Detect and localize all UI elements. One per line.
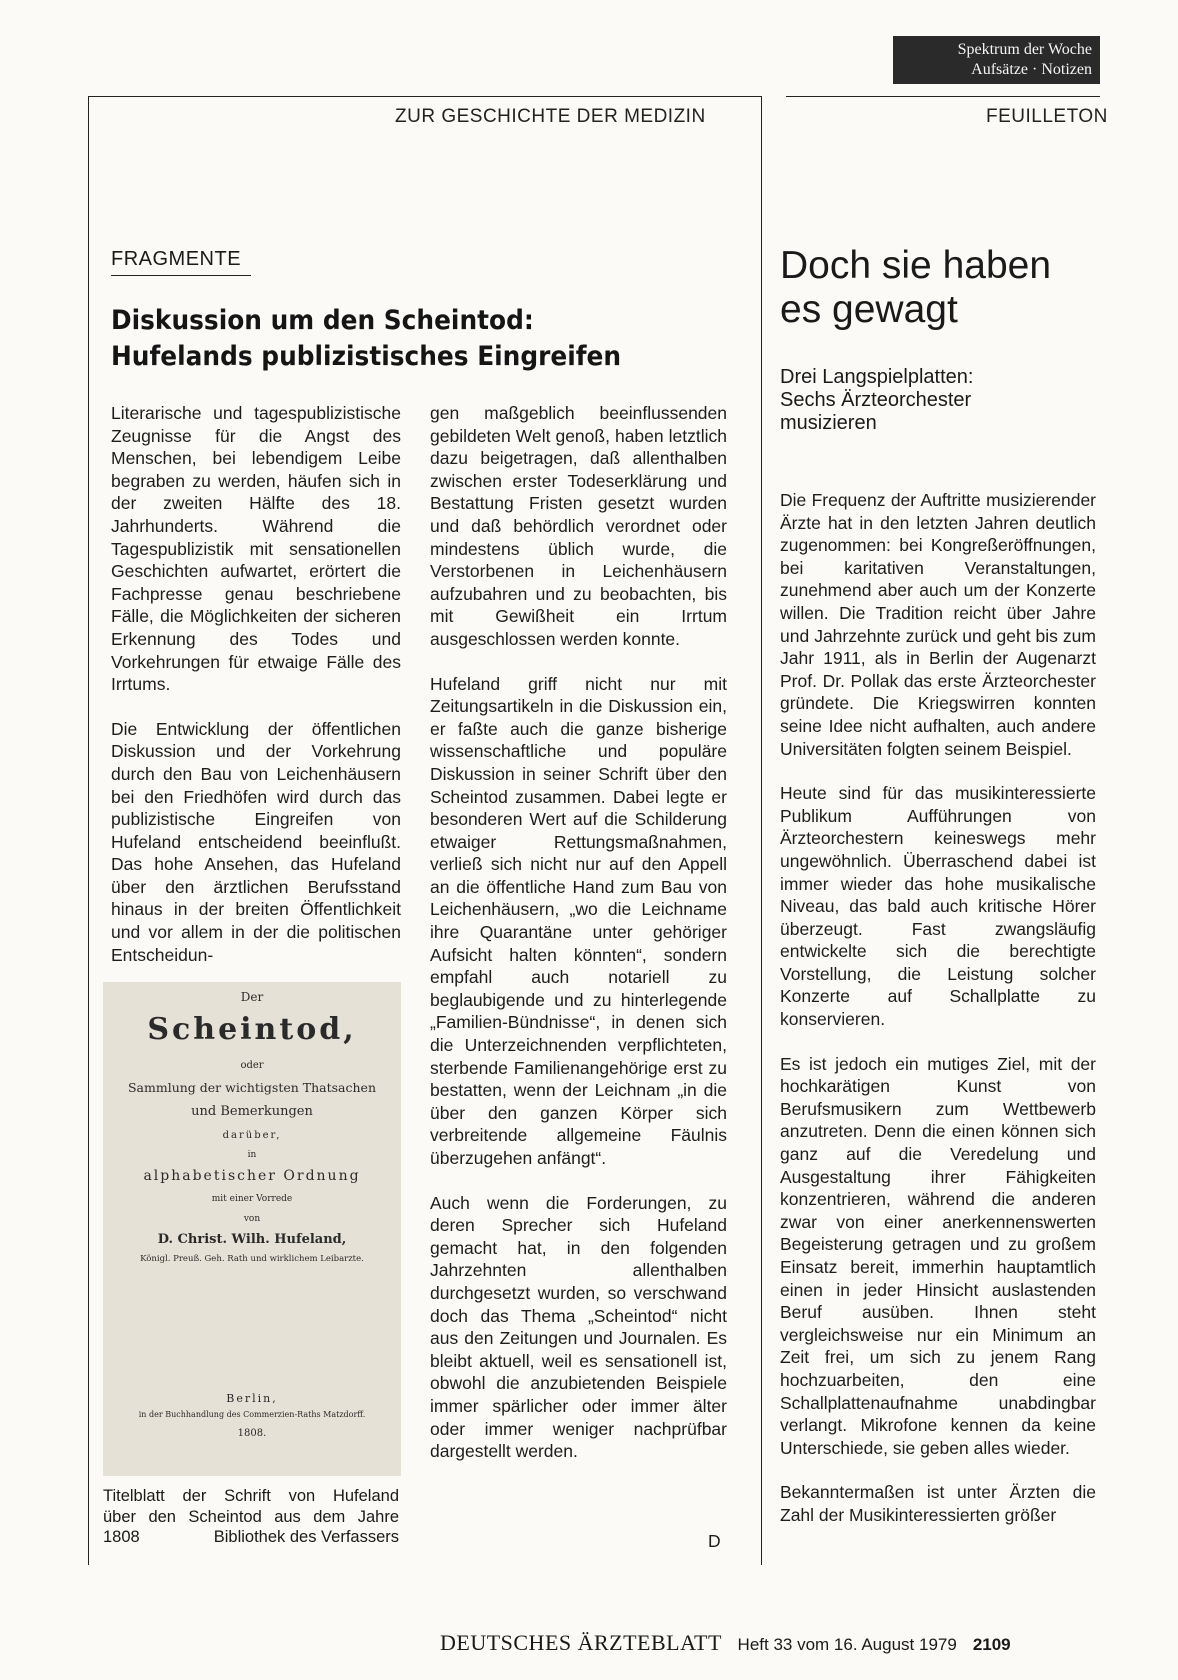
feature-paragraph: Heute sind für das musikinteressierte Publikum Aufführungen von Ärzteorchestern keineswegs mehr ungewöhnlich. Überraschend dabei ist immer wieder das hohe musikalische Niveau, das bald auch kritische Hörer überzeugt. Fast zwangsläufig entwickelte sich die berechtigte Vorstellung, die Leistung solcher Konzerte auf Schallplatte zu konservieren.: [780, 783, 1096, 1030]
article-kicker: FRAGMENTE: [111, 248, 251, 276]
col1-paragraph: Literarische und tagespublizistische Zeugnisse für die Angst des Menschen, bei lebendigem Leibe begraben zu werden, häufen sich in der zweiten Hälfte des 18. Jahrhunderts. Während die Tagespublizistik mit sensationellen Geschichten aufwartet, erörtert die Fachpresse genau beschriebene Fälle, die Möglichkeiten der sicheren Erkennung des Todes und Vorkehrungen für etwaige Fälle des Irrtums.: [111, 403, 401, 695]
feature-top-rule: [786, 96, 1100, 97]
col1-paragraph: Die Entwicklung der öffentlichen Diskussion und der Vorkehrung durch den Bau von Leichenhäusern bei den Friedhöfen wird durch das publizistische Eingreifen von Hufeland entscheidend beeinflußt. Das hohe Ansehen, das Hufeland über den ärztlichen Berufsstand hinaus in der breiten Öffentlichkeit und vor allem in der die politischen Entscheidun-: [111, 718, 401, 965]
col2-paragraph: Hufeland griff nicht nur mit Zeitungsartikeln in die Diskussion ein, er faßte auch die ganze bisherige wissenschaftliche und populäre Diskussion in seiner Schrift über den Scheintod zusammen. Dabei legte er besonderen Wert auf die Schilderung etwaiger Rettungsmaßnahmen, verließ sich nicht nur auf den Appell an die öffentliche Hand zum Bau von Leichenhäusern, „wo die Leichname ihre Quarantäne unter gehöriger Aufsicht halten könnten“, sondern empfahl auch notariell zu beglaubigende und zu hinterlegende „Familien-Bündnisse“, in denen sich die Unterzeichnenden verpflichteten, sterbende Familienangehörige erst zu bestatten, wenn der Leichnam „in die über den ganzen Körper sich verbreitende allgemeine Fäulnis überzugehen anfängt“.: [430, 673, 727, 1168]
tp-line: in: [247, 1150, 257, 1160]
article-headline: [111, 303, 681, 375]
caption-line-2: über den Scheintod aus dem Jahre: [103, 1507, 399, 1526]
tp-line: und Bemerkungen: [191, 1104, 313, 1119]
headline-line-2: Hufelands publizistisches Eingreifen: [111, 341, 622, 372]
caption-line-1: Titelblatt der Schrift von Hufeland: [103, 1487, 399, 1505]
feature-subtitle-line-2: Sechs Ärzteorchester: [780, 389, 972, 411]
tp-title: Scheintod,: [147, 1012, 357, 1047]
tp-line: von: [243, 1214, 261, 1224]
feature-title: [780, 244, 1100, 332]
tp-line: mit einer Vorrede: [211, 1194, 293, 1204]
tp-line: alphabetischer Ordnung: [143, 1168, 361, 1184]
tp-line: Königl. Preuß. Geh. Rath und wirklichem Leibarzte.: [140, 1254, 364, 1264]
tp-line: oder: [240, 1060, 264, 1071]
journal-name: DEUTSCHES ÄRZTEBLATT: [440, 1630, 722, 1655]
article-column-2: [430, 402, 727, 1463]
figure-caption: [103, 1486, 399, 1548]
article-signature: D: [708, 1531, 721, 1551]
feature-paragraph: Bekanntermaßen ist unter Ärzten die Zahl der Musikinteressierten größer: [780, 1482, 1096, 1525]
feature-paragraph: Die Frequenz der Auftritte musizierender Ärzte hat in den letzten Jahren deutlich zugenommen: bei Kongreßeröffnungen, bei karitativen Veranstaltungen, zunehmend aber auch um der Konzerte willen. Die Tradition reicht über Jahre und Jahrzehnte zurück und geht bis zum Jahr 1911, als in Berlin der Augenarzt Prof. Dr. Pollak das erste Ärzteorchester gründete. Die Kriegswirren konnten seine Idee nicht aufhalten, auch andere Universitäten folgten seinem Beispiel.: [780, 490, 1096, 759]
badge-line-1: Spektrum der Woche: [957, 41, 1092, 58]
headline-line-1: Diskussion um den Scheintod:: [111, 305, 534, 336]
tp-author: D. Christ. Wilh. Hufeland,: [157, 1232, 347, 1247]
tp-line: darüber,: [222, 1130, 282, 1141]
page-number: 2109: [972, 1635, 1011, 1654]
caption-credit: Bibliothek des Verfassers: [213, 1528, 399, 1546]
page-footer: [440, 1630, 1100, 1656]
col2-paragraph: gen maßgeblich beeinflussenden gebildeten Welt genoß, haben letztlich dazu beigetragen, daß allenthalben zwischen erster Todeserklärung und Bestattung Fristen gesetzt wurden und daß behördlich verordnet oder mindestens üblich wurde, die Verstorbenen in Leichenhäusern aufzubahren und zu beobachten, bis mit Gewißheit ein Irrtum ausgeschlossen werden konnte.: [430, 403, 727, 649]
feature-title-line-1: Doch sie haben: [780, 244, 1052, 287]
left-section-label: ZUR GESCHICHTE DER MEDIZIN: [395, 106, 706, 127]
col2-paragraph: Auch wenn die Forderungen, zu deren Sprecher sich Hufeland gemacht hat, in den folgenden Jahrzehnten allenthalben durchgesetzt wurden, so verschwand doch das Thema „Scheintod“ nicht aus den Zeitungen und Journalen. Es bleibt aktuell, weil es sensationell ist, obwohl die anzubietenden Beispiele immer spärlicher oder immer älter oder immer weniger nachprüfbar dargestellt werden.: [430, 1192, 727, 1462]
tp-line: Berlin,: [226, 1392, 278, 1405]
caption-year: 1808: [103, 1528, 140, 1546]
issue-info: Heft 33 vom 16. August 1979: [737, 1635, 957, 1654]
feature-subtitle: [780, 366, 1100, 435]
feature-subtitle-line-3: musizieren: [780, 412, 877, 434]
right-section-label: FEUILLETON: [986, 106, 1108, 127]
badge-line-2: Aufsätze · Notizen: [971, 61, 1092, 78]
tp-line: Sammlung der wichtigsten Thatsachen: [127, 1080, 376, 1095]
feature-subtitle-line-1: Drei Langspielplatten:: [780, 366, 974, 388]
tp-line: in der Buchhandlung des Commerzien-Raths Matzdorff.: [138, 1410, 366, 1419]
tp-line: Der: [240, 990, 264, 1004]
titlepage-figure: [103, 982, 401, 1476]
feature-paragraph: Es ist jedoch ein mutiges Ziel, mit der hochkarätigen Kunst von Berufsmusikern zum Wettbewerb anzutreten. Denn die einen können sich ganz auf die Veredelung und Ausgestaltung ihrer Fähigkeiten konzentrieren, während die anderen zwar von einer anerkennenswerten Begeisterung getragen und zu großem Einsatz bereit, immerhin hauptamtlich einen in jeder Hinsicht auslastenden Beruf ausüben. Ihnen steht vergleichsweise nur ein Minimum an Zeit frei, um sich zu jenem Rang hochzuarbeiten, den eine Schallplattenaufnahme unabdingbar verlangt. Mikrofone kennen da keine Unterschiede, sie geben alles wieder.: [780, 1053, 1096, 1458]
feature-title-line-2: es gewagt: [780, 288, 958, 331]
section-badge: [893, 36, 1100, 84]
tp-line: 1808.: [237, 1428, 267, 1439]
article-column-1: [111, 402, 401, 988]
feature-column: [780, 489, 1096, 1527]
